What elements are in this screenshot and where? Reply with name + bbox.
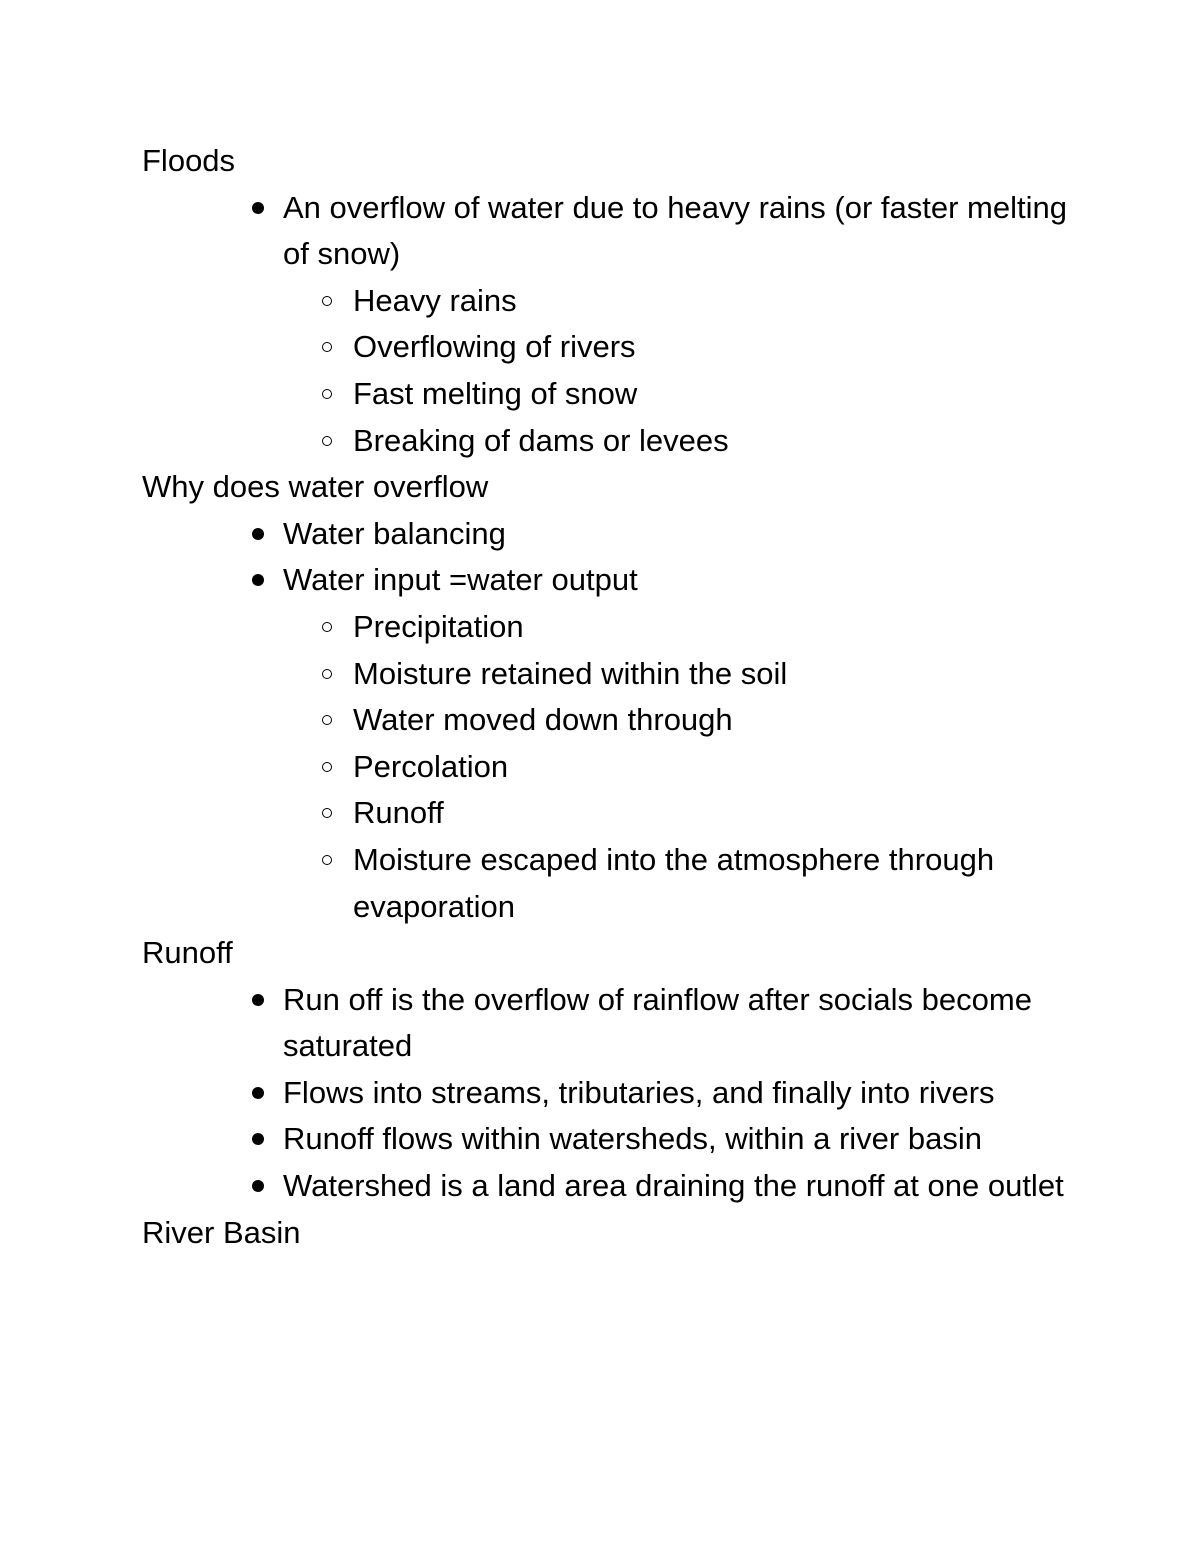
sub-list-item: [283, 371, 1072, 418]
section-heading: Floods: [142, 143, 236, 178]
list-item: [142, 977, 1072, 1070]
hollow-bullet-icon: [322, 808, 332, 818]
hollow-bullet-icon: [322, 715, 332, 725]
sub-list-item-text: Heavy rains: [353, 282, 517, 318]
sub-list-item: [283, 837, 1072, 930]
hollow-bullet-icon: [322, 296, 332, 306]
bullet-list: [142, 977, 1072, 1210]
hollow-bullet-icon: [322, 622, 332, 632]
sub-bullet-list: [283, 278, 1072, 464]
section-why-water-overflows: [142, 464, 1072, 930]
list-item: [142, 1163, 1072, 1210]
sub-list-item-text: Water moved down through: [353, 702, 733, 738]
bullet-list: [142, 185, 1072, 465]
sub-list-item-text: Precipitation: [353, 608, 524, 644]
section-runoff: [142, 930, 1072, 1210]
document-body: [142, 138, 1072, 1256]
list-item-text: Water balancing: [283, 515, 506, 551]
list-item: [142, 511, 1072, 558]
list-item: [142, 1116, 1072, 1163]
section-floods: [142, 138, 1072, 464]
sub-list-item-text: Fast melting of snow: [353, 375, 638, 411]
section-river-basin: [142, 1210, 1072, 1257]
sub-list-item: [283, 324, 1072, 371]
filled-bullet-icon: [252, 202, 264, 214]
list-item-text: Water input =water output: [283, 562, 638, 598]
hollow-bullet-icon: [322, 342, 332, 352]
sub-list-item: [283, 744, 1072, 791]
filled-bullet-icon: [252, 994, 264, 1006]
bullet-list: [142, 511, 1072, 930]
sub-list-item: [283, 418, 1072, 465]
sub-list-item: [283, 651, 1072, 698]
sub-list-item-text: Moisture escaped into the atmosphere through evaporation: [353, 841, 995, 924]
sub-list-item-text: Percolation: [353, 748, 509, 784]
sub-list-item-text: Breaking of dams or levees: [353, 422, 729, 458]
section-heading: River Basin: [142, 1214, 301, 1250]
sub-bullet-list: [283, 604, 1072, 930]
list-item: [142, 185, 1072, 465]
list-item-text: Runoff flows within watersheds, within a river basin: [283, 1121, 982, 1157]
section-heading: Why does water overflow: [142, 469, 489, 505]
filled-bullet-icon: [252, 1180, 264, 1192]
sub-list-item-text: Runoff: [353, 795, 444, 831]
hollow-bullet-icon: [322, 389, 332, 399]
list-item: [142, 1070, 1072, 1117]
hollow-bullet-icon: [322, 436, 332, 446]
section-heading: Runoff: [142, 935, 233, 971]
hollow-bullet-icon: [322, 762, 332, 772]
sub-list-item: [283, 604, 1072, 651]
hollow-bullet-icon: [322, 669, 332, 679]
hollow-bullet-icon: [322, 855, 332, 865]
sub-list-item-text: Moisture retained within the soil: [353, 655, 788, 691]
list-item-text: An overflow of water due to heavy rains (or faster melting of snow): [283, 189, 1067, 272]
sub-list-item: [283, 697, 1072, 744]
filled-bullet-icon: [252, 528, 264, 540]
list-item: [142, 557, 1072, 930]
list-item-text: Run off is the overflow of rainflow after socials become saturated: [283, 981, 1032, 1064]
sub-list-item-text: Overflowing of rivers: [353, 329, 636, 365]
sub-list-item: [283, 790, 1072, 837]
filled-bullet-icon: [252, 1087, 264, 1099]
filled-bullet-icon: [252, 574, 264, 586]
filled-bullet-icon: [252, 1133, 264, 1145]
list-item-text: Watershed is a land area draining the runoff at one outlet: [283, 1168, 1064, 1204]
list-item-text: Flows into streams, tributaries, and finally into rivers: [283, 1074, 995, 1110]
sub-list-item: [283, 278, 1072, 325]
